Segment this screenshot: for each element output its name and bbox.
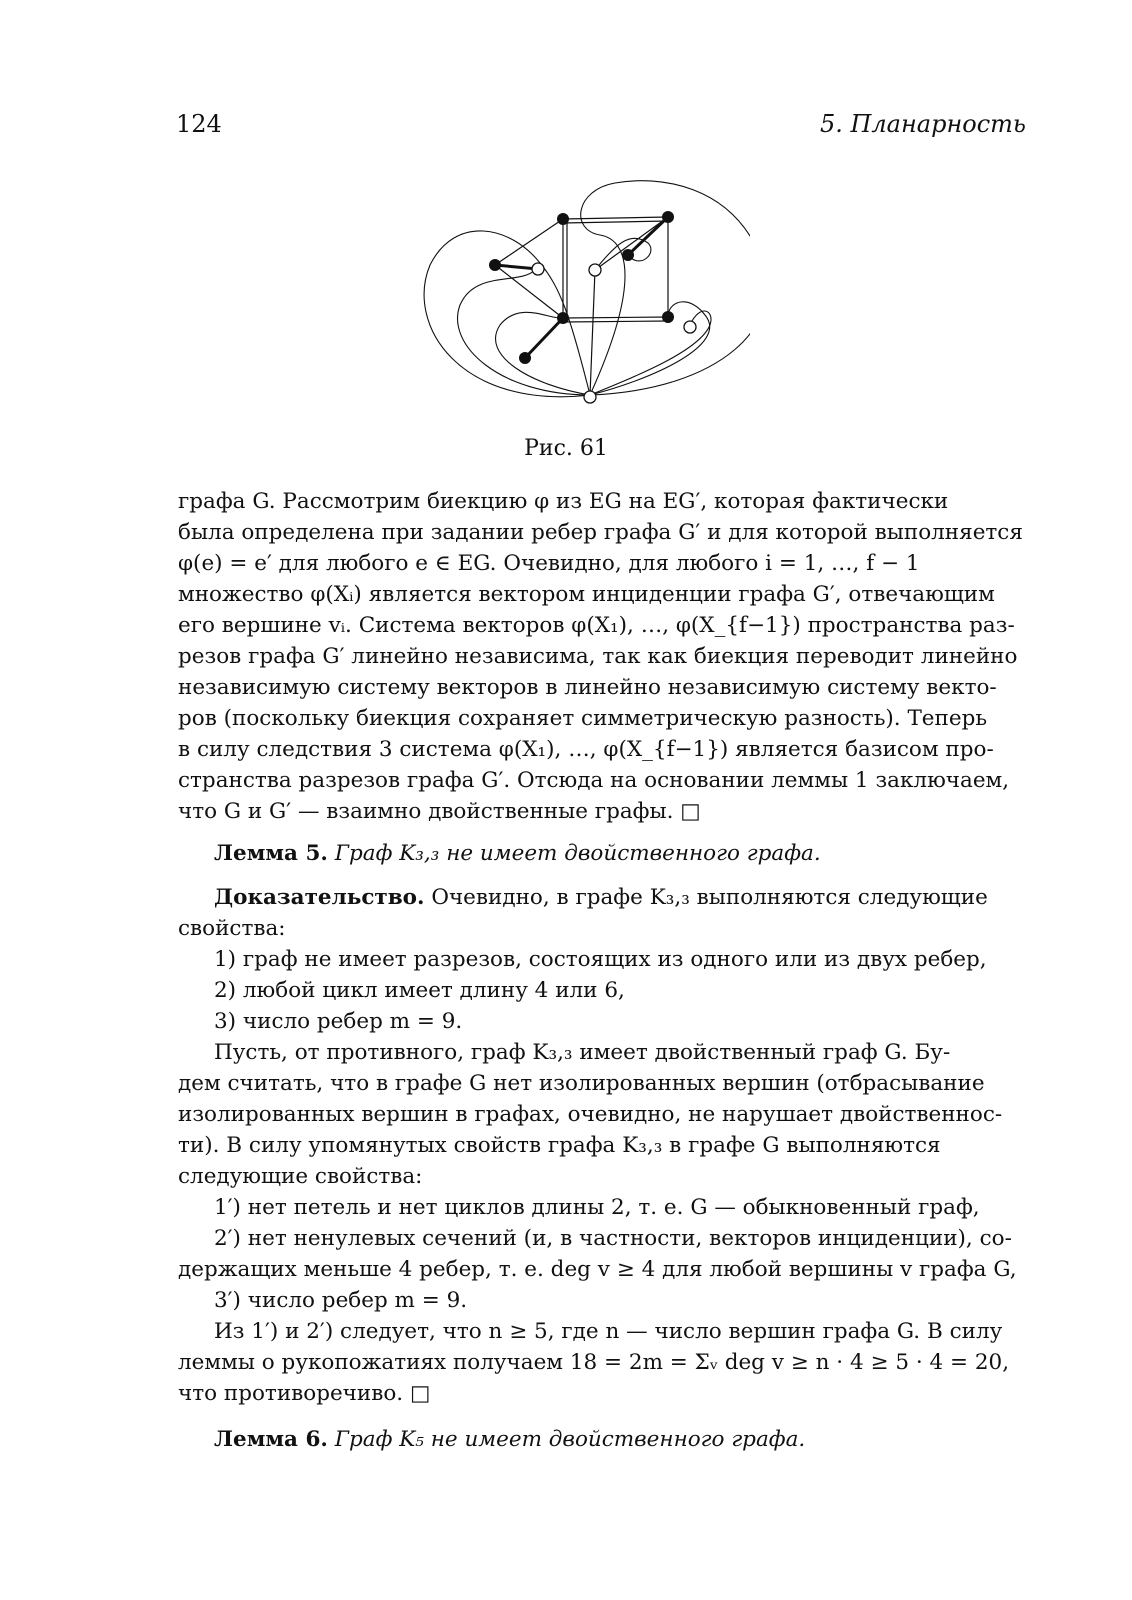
text-line: ти). В силу упомянутых свойств графа K₃,₃ в графе G выполняются bbox=[178, 1133, 941, 1158]
vertex-hollow bbox=[589, 264, 601, 276]
text-line: 2′) нет ненулевых сечений (и, в частности, векторов инциденции), со- bbox=[214, 1226, 1012, 1251]
text-line: графа G. Рассмотрим биекцию φ из EG на EG′, которая фактически bbox=[178, 489, 949, 514]
text-line: 3′) число ребер m = 9. bbox=[214, 1288, 468, 1313]
text-line: изолированных вершин в графах, очевидно, не нарушает двойственнос- bbox=[178, 1102, 1003, 1127]
text-line: что G и G′ — взаимно двойственные графы. □ bbox=[178, 799, 701, 824]
vertex-hollow bbox=[532, 263, 544, 275]
vertex-hollow bbox=[684, 321, 696, 333]
text-line: 1) граф не имеет разрезов, состоящих из одного или из двух ребер, bbox=[214, 947, 987, 972]
proof bbox=[178, 882, 1028, 1409]
lemma-5 bbox=[178, 838, 1028, 869]
lemma-6 bbox=[178, 1424, 1028, 1455]
lemma-label: Лемма 5. bbox=[214, 841, 328, 866]
outer-curve bbox=[496, 312, 590, 395]
text-line: в силу следствия 3 система φ(X₁), …, φ(X_{f−1}) является базисом про- bbox=[178, 737, 994, 762]
vertex-filled bbox=[557, 312, 569, 324]
text-line: 2) любой цикл имеет длину 4 или 6, bbox=[214, 978, 625, 1003]
chapter-title: 5. Планарность bbox=[819, 110, 1026, 138]
text-line: держащих меньше 4 ребер, т. е. deg v ≥ 4 для любой вершины v графа G, bbox=[178, 1257, 1017, 1282]
text-line: ров (поскольку биекция сохраняет симметрическую разность). Теперь bbox=[178, 706, 988, 731]
page-header bbox=[176, 110, 1026, 140]
vertex-filled bbox=[662, 211, 674, 223]
text-line: следующие свойства: bbox=[178, 1164, 423, 1189]
text-line: дем считать, что в графе G нет изолированных вершин (отбрасывание bbox=[178, 1071, 985, 1096]
text-line: свойства: bbox=[178, 916, 286, 941]
vertex-filled bbox=[622, 249, 634, 261]
vertex-filled bbox=[557, 213, 569, 225]
vertex-filled bbox=[489, 259, 501, 271]
text-line: была определена при задании ребер графа G′ и для которой выполняется bbox=[178, 520, 1023, 545]
paragraph-continuation bbox=[178, 486, 1028, 827]
text-line: леммы о рукопожатиях получаем 18 = 2m = Σᵥ deg v ≥ n · 4 ≥ 5 · 4 = 20, bbox=[178, 1350, 1010, 1375]
outer-curve bbox=[590, 302, 710, 395]
text-line: странства разрезов графа G′. Отсюда на основании леммы 1 заключаем, bbox=[178, 768, 1010, 793]
vertex-filled bbox=[519, 352, 531, 364]
page-number: 124 bbox=[176, 110, 222, 138]
lemma-statement: Граф K₅ не имеет двойственного графа. bbox=[334, 1427, 806, 1452]
text-line: Пусть, от противного, граф K₃,₃ имеет двойственный граф G. Бу- bbox=[214, 1040, 951, 1065]
text-line: φ(e) = e′ для любого e ∈ EG. Очевидно, для любого i = 1, …, f − 1 bbox=[178, 551, 920, 576]
text-line: Очевидно, в графе K₃,₃ выполняются следующие bbox=[431, 885, 988, 910]
text-line: множество φ(Xᵢ) является вектором инциденции графа G′, отвечающим bbox=[178, 582, 995, 607]
outer-curve bbox=[458, 270, 590, 395]
text-line: что противоречиво. □ bbox=[178, 1381, 431, 1406]
text-line: независимую систему векторов в линейно независимую систему векто- bbox=[178, 675, 997, 700]
text-line: его вершине vᵢ. Система векторов φ(X₁), …, φ(X_{f−1}) пространства раз- bbox=[178, 613, 1015, 638]
lemma-label: Лемма 6. bbox=[214, 1427, 328, 1452]
graph-figure bbox=[400, 175, 750, 415]
figure-caption: Рис. 61 bbox=[524, 436, 608, 461]
vertex-hollow bbox=[584, 391, 596, 403]
lemma-statement: Граф K₃,₃ не имеет двойственного графа. bbox=[334, 841, 821, 866]
proof-label: Доказательство. bbox=[214, 885, 425, 910]
text-line: 3) число ребер m = 9. bbox=[214, 1009, 463, 1034]
vertex-filled bbox=[662, 311, 674, 323]
text-line: резов графа G′ линейно независима, так как биекция переводит линейно bbox=[178, 644, 1018, 669]
text-line: 1′) нет петель и нет циклов длины 2, т. е. G — обыкновенный граф, bbox=[214, 1195, 980, 1220]
text-line: Из 1′) и 2′) следует, что n ≥ 5, где n — число вершин графа G. В силу bbox=[214, 1319, 1003, 1344]
